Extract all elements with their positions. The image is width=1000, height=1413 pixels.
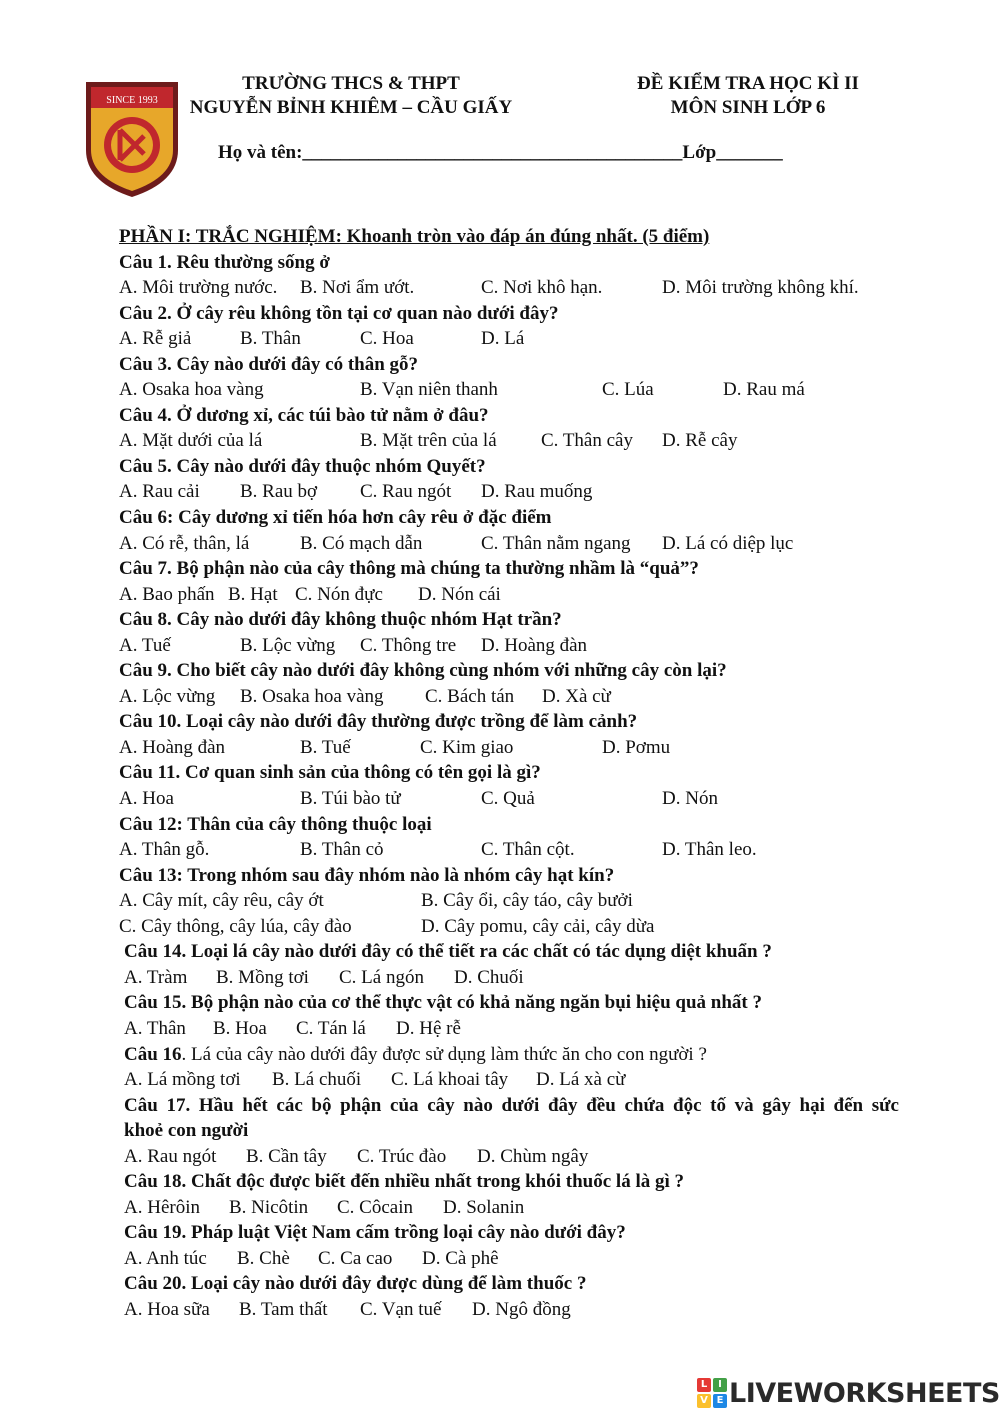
question-14-options bbox=[119, 965, 919, 991]
option-d[interactable]: D. Lá có diệp lục bbox=[662, 532, 794, 554]
option-c[interactable]: C. Quả bbox=[481, 788, 535, 810]
school-line-2: NGUYỄN BỈNH KHIÊM – CẦU GIẤY bbox=[189, 97, 513, 118]
question-8: Câu 8. Cây nào dưới đây không thuộc nhóm Hạt trần? bbox=[119, 609, 562, 631]
liveworksheets-brand: LIVEWORKSHEETS bbox=[729, 1377, 1000, 1409]
question-18: Câu 18. Chất độc được biết đến nhiều nhất trong khói thuốc lá là gì ? bbox=[124, 1171, 684, 1193]
exam-content bbox=[119, 224, 919, 1323]
icon-tile-l: L bbox=[697, 1378, 711, 1392]
option-b[interactable]: B. Nicôtin bbox=[229, 1196, 309, 1218]
option-a[interactable]: A. Anh túc bbox=[124, 1247, 207, 1269]
question-16 bbox=[119, 1042, 919, 1068]
question-2-options bbox=[119, 326, 919, 352]
option-d[interactable]: D. Lá bbox=[481, 328, 525, 350]
name-class-field[interactable]: Họ và tên:________________________________________Lớp_______ bbox=[218, 142, 783, 163]
option-c[interactable]: C. Côcain bbox=[337, 1196, 413, 1218]
option-c[interactable]: C. Hoa bbox=[360, 328, 414, 350]
option-a[interactable]: A. Tràm bbox=[124, 966, 188, 988]
option-a[interactable]: A. Hoa bbox=[119, 788, 174, 810]
option-a[interactable]: A. Lộc vừng bbox=[119, 685, 216, 707]
option-a[interactable]: A. Mặt dưới của lá bbox=[119, 430, 263, 452]
question-2: Câu 2. Ở cây rêu không tồn tại cơ quan nào dưới đây? bbox=[119, 302, 559, 324]
option-b[interactable]: B. Lá chuối bbox=[272, 1069, 362, 1091]
icon-tile-e: E bbox=[713, 1394, 727, 1408]
question-6: Câu 6: Cây dương xỉ tiến hóa hơn cây rêu ở đặc điểm bbox=[119, 507, 552, 529]
option-b[interactable]: B. Nơi ẩm ướt. bbox=[300, 277, 415, 299]
option-c[interactable]: C. Kim giao bbox=[420, 736, 514, 758]
option-d[interactable]: D. Nón cái bbox=[418, 583, 501, 605]
option-a[interactable]: A. Bao phấn bbox=[119, 583, 215, 605]
question-7-options bbox=[119, 582, 919, 608]
option-c[interactable]: C. Rau ngót bbox=[360, 481, 452, 503]
option-a[interactable]: A. Rễ giả bbox=[119, 328, 192, 350]
question-15-options bbox=[119, 1016, 919, 1042]
option-a[interactable]: A. Có rễ, thân, lá bbox=[119, 532, 250, 554]
option-b[interactable]: B. Cần tây bbox=[246, 1145, 327, 1167]
option-d[interactable]: D. Cà phê bbox=[422, 1247, 499, 1269]
option-d[interactable]: D. Ngô đồng bbox=[472, 1298, 571, 1320]
option-c[interactable]: C. Vạn tuế bbox=[360, 1298, 442, 1320]
school-name bbox=[176, 72, 526, 120]
option-c[interactable]: C. Nón đực bbox=[295, 583, 383, 605]
question-17-options bbox=[119, 1144, 919, 1170]
option-c[interactable]: C. Thông tre bbox=[360, 634, 457, 656]
option-b[interactable]: B. Lộc vừng bbox=[240, 634, 336, 656]
icon-tile-i: I bbox=[713, 1378, 727, 1392]
option-a[interactable]: A. Thân gỗ. bbox=[119, 839, 210, 861]
question-13-options-ab bbox=[119, 888, 919, 914]
option-b[interactable]: B. Osaka hoa vàng bbox=[240, 685, 384, 707]
question-9: Câu 9. Cho biết cây nào dưới đây không cùng nhóm với những cây còn lại? bbox=[119, 660, 727, 682]
option-a[interactable]: A. Hoàng đàn bbox=[119, 736, 226, 758]
option-c[interactable]: C. Lá ngón bbox=[339, 966, 424, 988]
option-c[interactable]: C. Thân cây bbox=[541, 430, 633, 452]
option-b[interactable]: B. Tuế bbox=[300, 736, 351, 758]
question-19-options bbox=[119, 1246, 919, 1272]
option-c[interactable]: C. Trúc đào bbox=[357, 1145, 447, 1167]
question-12: Câu 12: Thân của cây thông thuộc loại bbox=[119, 813, 432, 835]
question-3: Câu 3. Cây nào dưới đây có thân gỗ? bbox=[119, 353, 419, 375]
option-b[interactable]: B. Hạt bbox=[228, 583, 278, 605]
option-b[interactable]: B. Túi bào tử bbox=[300, 788, 401, 810]
option-b[interactable]: B. Cây ổi, cây táo, cây bưởi bbox=[421, 890, 633, 912]
option-b[interactable]: B. Có mạch dẫn bbox=[300, 532, 423, 554]
option-d[interactable]: D. Rau muống bbox=[481, 481, 593, 503]
question-8-options bbox=[119, 633, 919, 659]
option-d[interactable]: D. Lá xà cừ bbox=[536, 1069, 626, 1091]
option-d[interactable]: D. Thân leo. bbox=[662, 839, 757, 861]
question-20: Câu 20. Loại cây nào dưới đây được dùng để làm thuốc ? bbox=[124, 1273, 587, 1295]
question-11-options bbox=[119, 786, 919, 812]
option-b[interactable]: B. Vạn niên thanh bbox=[360, 379, 498, 401]
question-5-options bbox=[119, 479, 919, 505]
option-c[interactable]: C. Cây thông, cây lúa, cây đào bbox=[119, 915, 352, 937]
question-13: Câu 13: Trong nhóm sau đây nhóm nào là nhóm cây hạt kín? bbox=[119, 864, 615, 886]
question-1-options bbox=[119, 275, 919, 301]
option-a[interactable]: A. Hêrôin bbox=[124, 1196, 200, 1218]
section-1-title: PHẦN I: TRẮC NGHIỆM: Khoanh tròn vào đáp án đúng nhất. (5 điểm) bbox=[119, 226, 710, 247]
option-d[interactable]: D. Xà cừ bbox=[542, 685, 611, 707]
question-4-options bbox=[119, 428, 919, 454]
school-logo bbox=[82, 78, 182, 200]
exam-line-1: ĐỀ KIỂM TRA HỌC KÌ II bbox=[637, 73, 859, 94]
question-20-options bbox=[119, 1297, 919, 1323]
option-d[interactable]: D. Rau má bbox=[723, 379, 805, 401]
question-6-options bbox=[119, 531, 919, 557]
liveworksheets-icon bbox=[697, 1378, 727, 1408]
question-15: Câu 15. Bộ phận nào của cơ thể thực vật có khả năng ngăn bụi hiệu quả nhất ? bbox=[124, 992, 763, 1014]
option-a[interactable]: A. Hoa sữa bbox=[124, 1298, 210, 1320]
question-4: Câu 4. Ở dương xỉ, các túi bào tử nằm ở đâu? bbox=[119, 404, 489, 426]
question-10-options bbox=[119, 735, 919, 761]
option-c[interactable]: C. Lúa bbox=[602, 379, 654, 401]
question-10: Câu 10. Loại cây nào dưới đây thường được trồng để làm cảnh? bbox=[119, 711, 638, 733]
option-a[interactable]: A. Lá mồng tơi bbox=[124, 1069, 241, 1091]
question-16-number: Câu 16 bbox=[124, 1043, 182, 1065]
question-5: Câu 5. Cây nào dưới đây thuộc nhóm Quyết? bbox=[119, 455, 486, 477]
option-d[interactable]: D. Môi trường không khí. bbox=[662, 277, 859, 299]
option-d[interactable]: D. Pơmu bbox=[602, 736, 671, 758]
option-a[interactable]: A. Rau ngót bbox=[124, 1145, 217, 1167]
question-18-options bbox=[119, 1195, 919, 1221]
question-3-options bbox=[119, 377, 919, 403]
option-d[interactable]: D. Hệ rễ bbox=[396, 1017, 461, 1039]
option-a[interactable]: A. Thân bbox=[124, 1017, 186, 1039]
option-d[interactable]: D. Rễ cây bbox=[662, 430, 738, 452]
option-b[interactable]: B. Mặt trên của lá bbox=[360, 430, 497, 452]
school-line-1: TRƯỜNG THCS & THPT bbox=[242, 73, 460, 94]
question-19: Câu 19. Pháp luật Việt Nam cấm trồng loại cây nào dưới đây? bbox=[124, 1222, 626, 1244]
option-a[interactable]: A. Tuế bbox=[119, 634, 171, 656]
option-b[interactable]: B. Thân cỏ bbox=[300, 839, 384, 861]
question-16-text: . Lá của cây nào dưới đây được sử dụng làm thức ăn cho con người ? bbox=[181, 1043, 707, 1065]
question-11: Câu 11. Cơ quan sinh sản của thông có tên gọi là gì? bbox=[119, 762, 541, 784]
option-b[interactable]: B. Mồng tơi bbox=[216, 966, 309, 988]
question-14: Câu 14. Loại lá cây nào dưới đây có thể tiết ra các chất có tác dụng diệt khuẩn ? bbox=[124, 941, 772, 963]
option-a[interactable]: A. Cây mít, cây rêu, cây ớt bbox=[119, 890, 324, 912]
option-b[interactable]: B. Hoa bbox=[213, 1017, 267, 1039]
option-d[interactable]: D. Solanin bbox=[443, 1196, 525, 1218]
option-c[interactable]: C. Thân nằm ngang bbox=[481, 532, 631, 554]
liveworksheets-logo[interactable] bbox=[697, 1378, 1000, 1408]
option-a[interactable]: A. Rau cải bbox=[119, 481, 200, 503]
question-12-options bbox=[119, 837, 919, 863]
question-13-options-cd bbox=[119, 914, 919, 940]
exam-title bbox=[598, 72, 898, 120]
option-b[interactable]: B. Tam thất bbox=[239, 1298, 328, 1320]
option-d[interactable]: D. Hoàng đàn bbox=[481, 634, 588, 656]
option-d[interactable]: D. Chùm ngây bbox=[477, 1145, 589, 1167]
option-d[interactable]: D. Nón bbox=[662, 788, 718, 810]
option-c[interactable]: C. Bách tán bbox=[425, 685, 515, 707]
option-d[interactable]: D. Chuối bbox=[454, 966, 524, 988]
option-c[interactable]: C. Tán lá bbox=[296, 1017, 366, 1039]
option-c[interactable]: C. Nơi khô hạn. bbox=[481, 277, 603, 299]
question-7: Câu 7. Bộ phận nào của cây thông mà chúng ta thường nhầm là “quả”? bbox=[119, 558, 699, 580]
question-9-options bbox=[119, 684, 919, 710]
question-17-continued: khoẻ con người bbox=[124, 1120, 249, 1142]
option-a[interactable]: A. Môi trường nước. bbox=[119, 277, 278, 299]
option-b[interactable]: B. Rau bợ bbox=[240, 481, 318, 503]
logo-since-text: SINCE 1993 bbox=[106, 95, 158, 106]
question-1: Câu 1. Rêu thường sống ở bbox=[119, 251, 330, 273]
option-c[interactable]: C. Thân cột. bbox=[481, 839, 575, 861]
exam-line-2: MÔN SINH LỚP 6 bbox=[670, 97, 826, 118]
option-b[interactable]: B. Thân bbox=[240, 328, 301, 350]
option-a[interactable]: A. Osaka hoa vàng bbox=[119, 379, 264, 401]
option-b[interactable]: B. Chè bbox=[237, 1247, 290, 1269]
option-c[interactable]: C. Ca cao bbox=[318, 1247, 393, 1269]
option-d[interactable]: D. Cây pomu, cây cải, cây dừa bbox=[421, 915, 655, 937]
icon-tile-v: V bbox=[697, 1394, 711, 1408]
option-c[interactable]: C. Lá khoai tây bbox=[391, 1069, 509, 1091]
question-17: Câu 17. Hầu hết các bộ phận của cây nào dưới đây đều chứa độc tố và gây hại đến sức bbox=[124, 1094, 899, 1116]
question-16-options bbox=[119, 1067, 919, 1093]
